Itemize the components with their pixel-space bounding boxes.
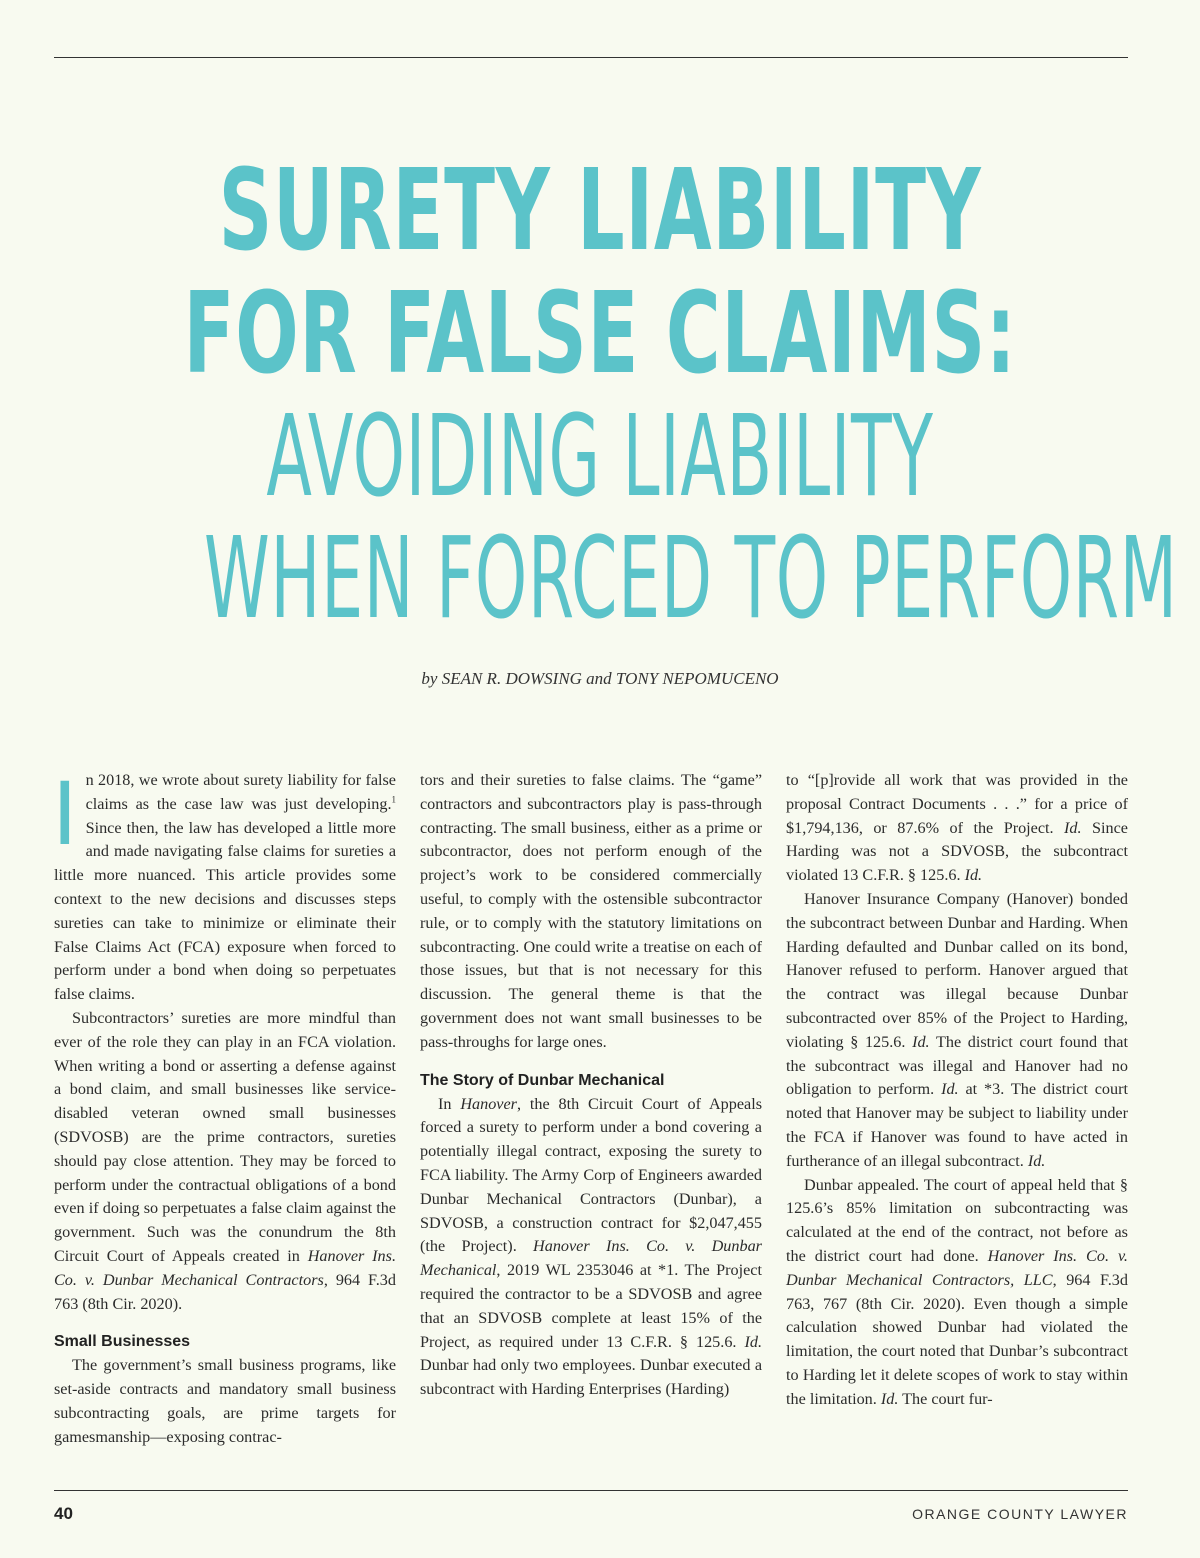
article-title <box>0 146 1200 644</box>
page-number: 40 <box>54 1504 73 1523</box>
top-rule <box>54 57 1128 58</box>
paragraph: In Hanover, the 8th Circuit Court of Appeals forced a surety to perform under a bond covering a potentially illegal contract, exposing the surety to FCA liability. The Army Corp of Engineers awarded Dunbar Mechanical Contractors (Dunbar), a SDVOSB, a construction contract for $2,047,455 (the Project). Hanover Ins. Co. v. Dunbar Mechanical, 2019 WL 2353046 at *1. The Project required the contractor to be a SDVOSB and agree that an SDVOSB complete at least 15% of the Project, as required under 13 C.F.R. § 125.6. Id. Dunbar had only two employees. Dunbar executed a subcontract with Harding Enterprises (Harding) <box>420 1094 762 1399</box>
column-2 <box>420 769 762 1402</box>
paragraph: In 2018, we wrote about surety liability for false claims as the case law was just developing.$^1$ Since then, the law has developed a little more and made navigating false claims for sureties a little more nuanced. This article provides some context to the new decisions and discusses steps sureties can take to minimize or eliminate their False Claims Act (FCA) exposure when forced to perform under a bond when doing so perpetuates false claims. <box>52 762 396 1004</box>
paragraph: Dunbar appealed. The court of appeal held that § 125.6’s 85% limitation on subcontracting was calculated at the end of the contract, not before as the district court had done. Hanover Ins. Co. v. Dunbar Mechanical Contractors, LLC, 964 F.3d 763, 767 (8th Cir. 2020). Even though a simple calculation showed Dunbar had violated the limitation, the court noted that Dunbar’s subcontract to Harding let it delete scopes of work to stay within the limitation. Id. The court fur- <box>786 1175 1128 1408</box>
title-line-4: WHEN FORCED TO PERFORM <box>203 514 1178 644</box>
title-line-1: SURETY LIABILITY <box>218 146 982 276</box>
paragraph: Subcontractors’ sureties are more mindful than ever of the role they can play in an FCA violation. When writing a bond or asserting a defense against a bond claim, and small businesses like service-disabled veteran owned small businesses (SDVOSB) are the prime contractors, sureties should pay close attention. They may be forced to perform under the contractual obligations of a bond even if doing so perpetuates a false claim against the government. Such was the conundrum the 8th Circuit Court of Appeals created in Hanover Ins. Co. v. Dunbar Mechanical Contractors, 964 F.3d 763 (8th Cir. 2020). <box>54 1008 396 1313</box>
section-heading: Small Businesses <box>54 1333 191 1351</box>
paragraph: tors and their sureties to false claims. The “game” contractors and subcontractors play is pass-through contracting. The small business, either as a prime or subcontractor, does not perform enough of the project’s work to be considered commercially useful, to comply with the ostensible subcontractor rule, or to comply with the statutory limitations on subcontracting. One could write a treatise on each of those issues, but that is not necessary for this discussion. The general theme is that the government does not want small businesses to be pass-throughs for large ones. <box>420 771 762 1051</box>
paragraph: The government’s small business programs, like set-aside contracts and mandatory small business subcontracting goals, are prime targets for gamesmanship—exposing contrac- <box>54 1356 396 1446</box>
case-citation: Hanover Ins. Co. v. Dunbar Mechanical Contractors, LLC <box>786 1246 1128 1289</box>
column-1 <box>52 762 396 1450</box>
paragraph: to “[p]rovide all work that was provided in the proposal Contract Documents . . .” for a price of $1,794,136, or 87.6% of the Project. Id. Since Harding was not a SDVOSB, the subcontract violated 13 C.F.R. § 125.6. Id. <box>786 771 1128 885</box>
title-line-3: AVOIDING LIABILITY <box>266 392 934 522</box>
paragraph: Hanover Insurance Company (Hanover) bonded the subcontract between Dunbar and Harding. When Harding defaulted and Dunbar called on its bond, Hanover refused to perform. Hanover argued that the contract was illegal because Dunbar subcontracted over 85% of the Project to Harding, violating § 125.6. Id. The district court found that the subcontract was illegal and Hanover had no obligation to perform. Id. at *3. The district court noted that Hanover may be subject to liability under the FCA if Hanover was found to have acted in furtherance of an illegal subcontract. Id. <box>786 889 1128 1170</box>
case-citation: Hanover Ins. Co. v. Dunbar Mechanical Contractors <box>54 1246 396 1289</box>
bottom-rule <box>54 1490 1128 1491</box>
byline: by SEAN R. DOWSING and TONY NEPOMUCENO <box>421 669 779 688</box>
column-3 <box>786 769 1128 1412</box>
publication-name: ORANGE COUNTY LAWYER <box>912 1506 1128 1522</box>
section-heading: The Story of Dunbar Mechanical <box>420 1071 665 1089</box>
footnote-ref: 1 <box>391 794 396 805</box>
title-line-2: FOR FALSE CLAIMS: <box>183 269 1017 399</box>
case-citation: Hanover Ins. Co. v. Dunbar Mechanical <box>420 1237 762 1280</box>
drop-cap: I <box>52 762 78 864</box>
